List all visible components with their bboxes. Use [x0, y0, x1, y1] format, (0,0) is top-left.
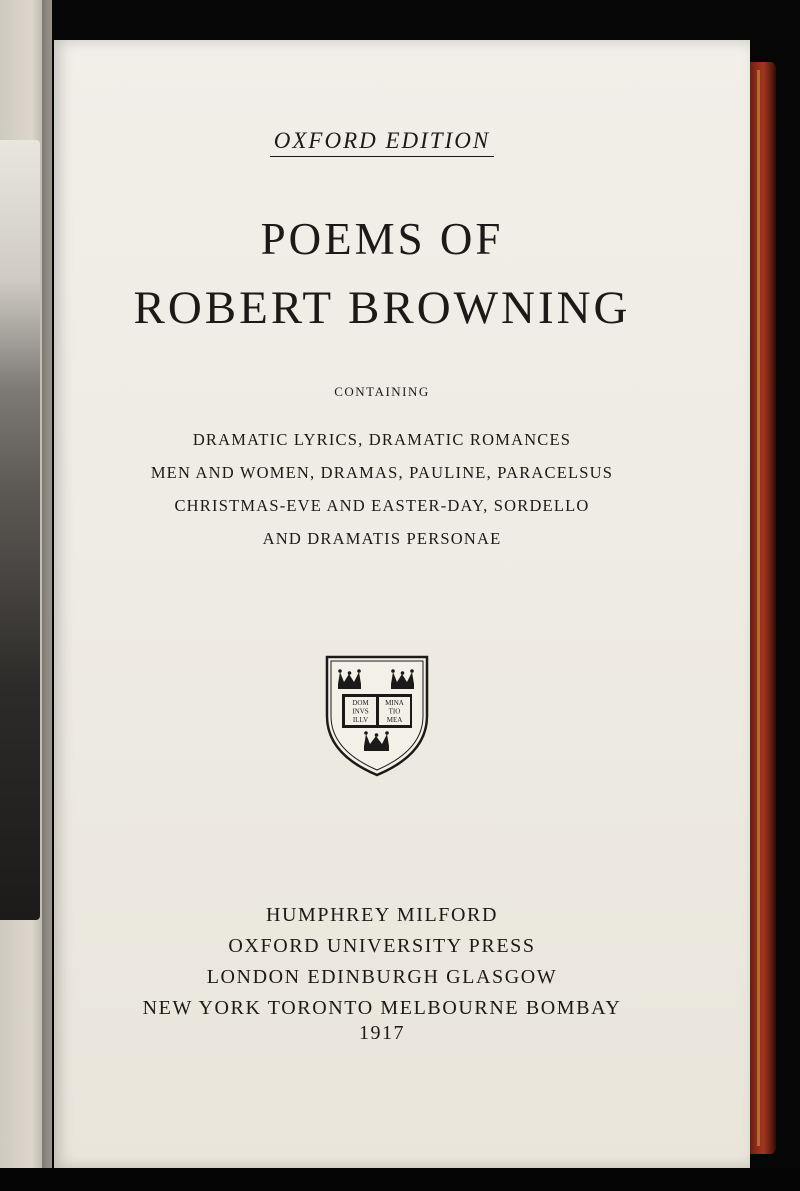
oxford-arms-icon [324, 654, 430, 778]
contents-line: DRAMATIC LYRICS, DRAMATIC ROMANCES [192, 430, 572, 449]
seal-book-text: TIO [388, 707, 401, 716]
title-line-2: ROBERT BROWNING [133, 282, 631, 334]
seal-book-text: ILLV [352, 716, 369, 724]
seal-book-text: INVS [352, 707, 369, 716]
publisher-block [54, 900, 710, 1024]
background-strip [0, 1168, 800, 1191]
seal-book-text: MEA [386, 716, 403, 724]
publisher-line: NEW YORK TORONTO MELBOURNE BOMBAY [142, 997, 622, 1019]
gilt-page-edge [757, 70, 760, 1146]
edition-label [54, 128, 710, 157]
seal-book-text: MINA [385, 699, 404, 707]
frontispiece-portrait [0, 140, 40, 920]
publication-year: 1917 [359, 1022, 405, 1044]
contents-line: AND DRAMATIS PERSONAE [262, 529, 502, 548]
title-page [54, 40, 750, 1168]
title-line-1: POEMS OF [260, 214, 504, 264]
containing-label: CONTAINING [334, 384, 430, 399]
seal-book-text: DOM [352, 699, 369, 707]
contents-line: CHRISTMAS-EVE AND EASTER-DAY, SORDELLO [174, 496, 590, 515]
leather-binding-edge [748, 62, 776, 1154]
edition-text: OXFORD EDITION [270, 128, 494, 157]
publisher-line: LONDON EDINBURGH GLASGOW [206, 966, 558, 988]
publisher-line: OXFORD UNIVERSITY PRESS [228, 935, 536, 957]
contents-line: MEN AND WOMEN, DRAMAS, PAULINE, PARACELSUS [150, 463, 614, 482]
contents-list [54, 423, 710, 555]
publisher-line: HUMPHREY MILFORD [265, 904, 499, 926]
